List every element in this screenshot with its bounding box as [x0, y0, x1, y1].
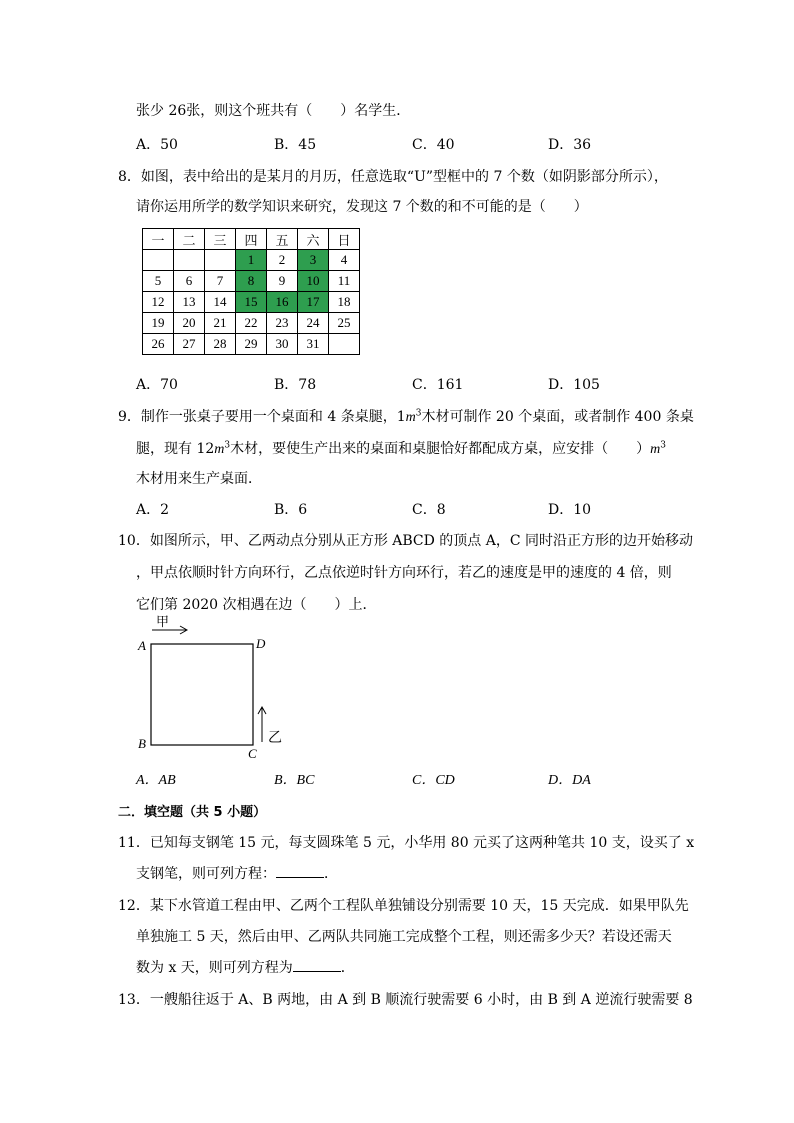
- q11-line-1: 11．已知每支钢笔 15 元，每支圆珠笔 5 元，小华用 80 元买了这两种笔共 10 支，设买了 x: [118, 835, 695, 851]
- square-figure: [130, 612, 300, 764]
- calendar-cell: 19: [143, 313, 174, 334]
- calendar-table: [142, 228, 360, 355]
- calendar-cell: 12: [143, 292, 174, 313]
- label-yi: 乙: [268, 731, 282, 746]
- calendar-header-cell: 三: [205, 229, 236, 250]
- label-d: D: [256, 636, 266, 651]
- q8-option-c[interactable]: C．161: [412, 377, 464, 393]
- q9-option-b[interactable]: B．6: [274, 502, 308, 518]
- q9-line-2: [136, 438, 666, 458]
- q9-unit: m: [405, 410, 416, 425]
- q8-line-1: 8．如图，表中给出的是某月的月历，任意选取“U”型框中的 7 个数（如阴影部分所示），: [118, 169, 668, 185]
- q10-option-b[interactable]: B．BC: [274, 773, 315, 788]
- q8-option-b[interactable]: B．78: [274, 377, 317, 393]
- q8-option-a[interactable]: A．70: [136, 377, 178, 393]
- q12-answer-blank[interactable]: [293, 959, 341, 972]
- calendar-cell: 2: [267, 250, 298, 271]
- calendar-header-cell: 日: [329, 229, 360, 250]
- calendar-cell: 14: [205, 292, 236, 313]
- q9-exp: 3: [224, 440, 231, 451]
- q9-line-2-a: 腿，现有 12: [136, 441, 215, 457]
- q8-option-d[interactable]: D．105: [548, 377, 600, 393]
- calendar-header-cell: 一: [143, 229, 174, 250]
- q9-unit: m: [650, 442, 661, 457]
- q9-line-1-b: 木材可制作 20 个桌面，或者制作 400 条桌: [421, 409, 694, 425]
- calendar-cell: 25: [329, 313, 360, 334]
- calendar-cell-shaded: 1: [236, 250, 267, 271]
- calendar-cell-shaded: 3: [298, 250, 329, 271]
- calendar-cell: 20: [174, 313, 205, 334]
- q7-option-b[interactable]: B．45: [274, 137, 317, 153]
- calendar-cell: 18: [329, 292, 360, 313]
- label-b: B: [138, 736, 146, 751]
- q9-option-d[interactable]: D．10: [548, 502, 592, 518]
- calendar-header-cell: 二: [174, 229, 205, 250]
- q9-option-c[interactable]: C．8: [412, 502, 446, 518]
- calendar-cell-shaded: 8: [236, 271, 267, 292]
- calendar-cell: 6: [174, 271, 205, 292]
- label-a: A: [138, 638, 146, 653]
- q7-option-c[interactable]: C．40: [412, 137, 455, 153]
- q9-line-1-a: 9．制作一张桌子要用一个桌面和 4 条桌腿，1: [118, 409, 406, 425]
- calendar-cell: 30: [267, 334, 298, 355]
- square-abcd: [151, 644, 253, 745]
- q12-line-2: 单独施工 5 天，然后由甲、乙两队共同施工完成整个工程，则还需多少天？若设还需天: [136, 929, 672, 945]
- calendar-cell: [329, 334, 360, 355]
- calendar-cell-shaded: 15: [236, 292, 267, 313]
- section-heading-fill-in: 二．填空题（共 5 小题）: [118, 805, 267, 820]
- calendar-cell: 28: [205, 334, 236, 355]
- calendar-row: [143, 271, 360, 292]
- q12-line-3-text: 数为 x 天，则可列方程为: [136, 960, 293, 976]
- q11-period: ．: [324, 866, 338, 882]
- calendar-cell-shaded: 17: [298, 292, 329, 313]
- calendar-header-row: [143, 229, 360, 250]
- q10-line-1: 10．如图所示，甲、乙两动点分别从正方形 ABCD 的顶点 A，C 同时沿正方形的边开始移动: [118, 533, 694, 549]
- q9-line-1: [118, 406, 694, 426]
- q9-exp: 3: [415, 408, 422, 419]
- calendar-cell: [205, 250, 236, 271]
- q9-unit: m: [214, 442, 225, 457]
- q11-answer-blank[interactable]: [276, 865, 324, 878]
- q12-period: ．: [340, 960, 355, 976]
- calendar-row: [143, 313, 360, 334]
- calendar-header-cell: 四: [236, 229, 267, 250]
- q11-line-2: [136, 863, 338, 883]
- calendar-header-cell: 五: [267, 229, 298, 250]
- q7-option-a[interactable]: A．50: [136, 137, 178, 153]
- calendar-cell: 27: [174, 334, 205, 355]
- q10-option-d[interactable]: D．DA: [548, 773, 591, 788]
- calendar-cell: 26: [143, 334, 174, 355]
- calendar-cell: 29: [236, 334, 267, 355]
- calendar-cell: 9: [267, 271, 298, 292]
- calendar-cell: 4: [329, 250, 360, 271]
- calendar-cell: 11: [329, 271, 360, 292]
- label-jia: 甲: [156, 614, 170, 629]
- calendar-cell: 7: [205, 271, 236, 292]
- calendar-cell: 31: [298, 334, 329, 355]
- q9-line-2-b: 木材，要使生产出来的桌面和桌腿恰好都配成方桌，应安排（ ）: [230, 441, 651, 457]
- q10-option-c[interactable]: C．CD: [412, 773, 455, 788]
- q12-line-3: [136, 957, 355, 977]
- calendar-row: [143, 292, 360, 313]
- calendar-cell: [143, 250, 174, 271]
- calendar-row: [143, 250, 360, 271]
- calendar-cell: 21: [205, 313, 236, 334]
- calendar-cell: 22: [236, 313, 267, 334]
- calendar-row: [143, 334, 360, 355]
- q13-line-1: 13．一艘船往返于 A、B 两地，由 A 到 B 顺流行驶需要 6 小时，由 B 到 A 逆流行驶需要 8: [118, 992, 693, 1008]
- calendar-cell-shaded: 10: [298, 271, 329, 292]
- q9-option-a[interactable]: A．2: [136, 502, 170, 518]
- q7-text: 张少 26张，则这个班共有（ ）名学生．: [136, 103, 411, 119]
- q7-option-d[interactable]: D．36: [548, 137, 592, 153]
- q10-line-3: 它们第 2020 次相遇在边（ ）上．: [136, 597, 377, 613]
- calendar-cell: 5: [143, 271, 174, 292]
- calendar-cell-shaded: 16: [267, 292, 298, 313]
- q11-line-2-text: 支钢笔，则可列方程：: [136, 866, 276, 882]
- calendar-cell: 13: [174, 292, 205, 313]
- calendar-cell: [174, 250, 205, 271]
- q10-line-2: ，甲点依顺时针方向环行，乙点依逆时针方向环行，若乙的速度是甲的速度的 4 倍，则: [136, 565, 672, 581]
- q10-option-a[interactable]: A．AB: [136, 773, 176, 788]
- q9-line-3: 木材用来生产桌面．: [136, 471, 262, 487]
- calendar-cell: 24: [298, 313, 329, 334]
- calendar-header-cell: 六: [298, 229, 329, 250]
- label-c: C: [248, 746, 257, 761]
- q8-line-2: 请你运用所学的数学知识来研究，发现这 7 个数的和不可能的是（ ）: [136, 199, 588, 215]
- calendar-cell: 23: [267, 313, 298, 334]
- q12-line-1: 12．某下水管道工程由甲、乙两个工程队单独铺设分别需要 10 天，15 天完成．如果甲队先: [118, 898, 689, 914]
- q9-exp: 3: [660, 440, 666, 451]
